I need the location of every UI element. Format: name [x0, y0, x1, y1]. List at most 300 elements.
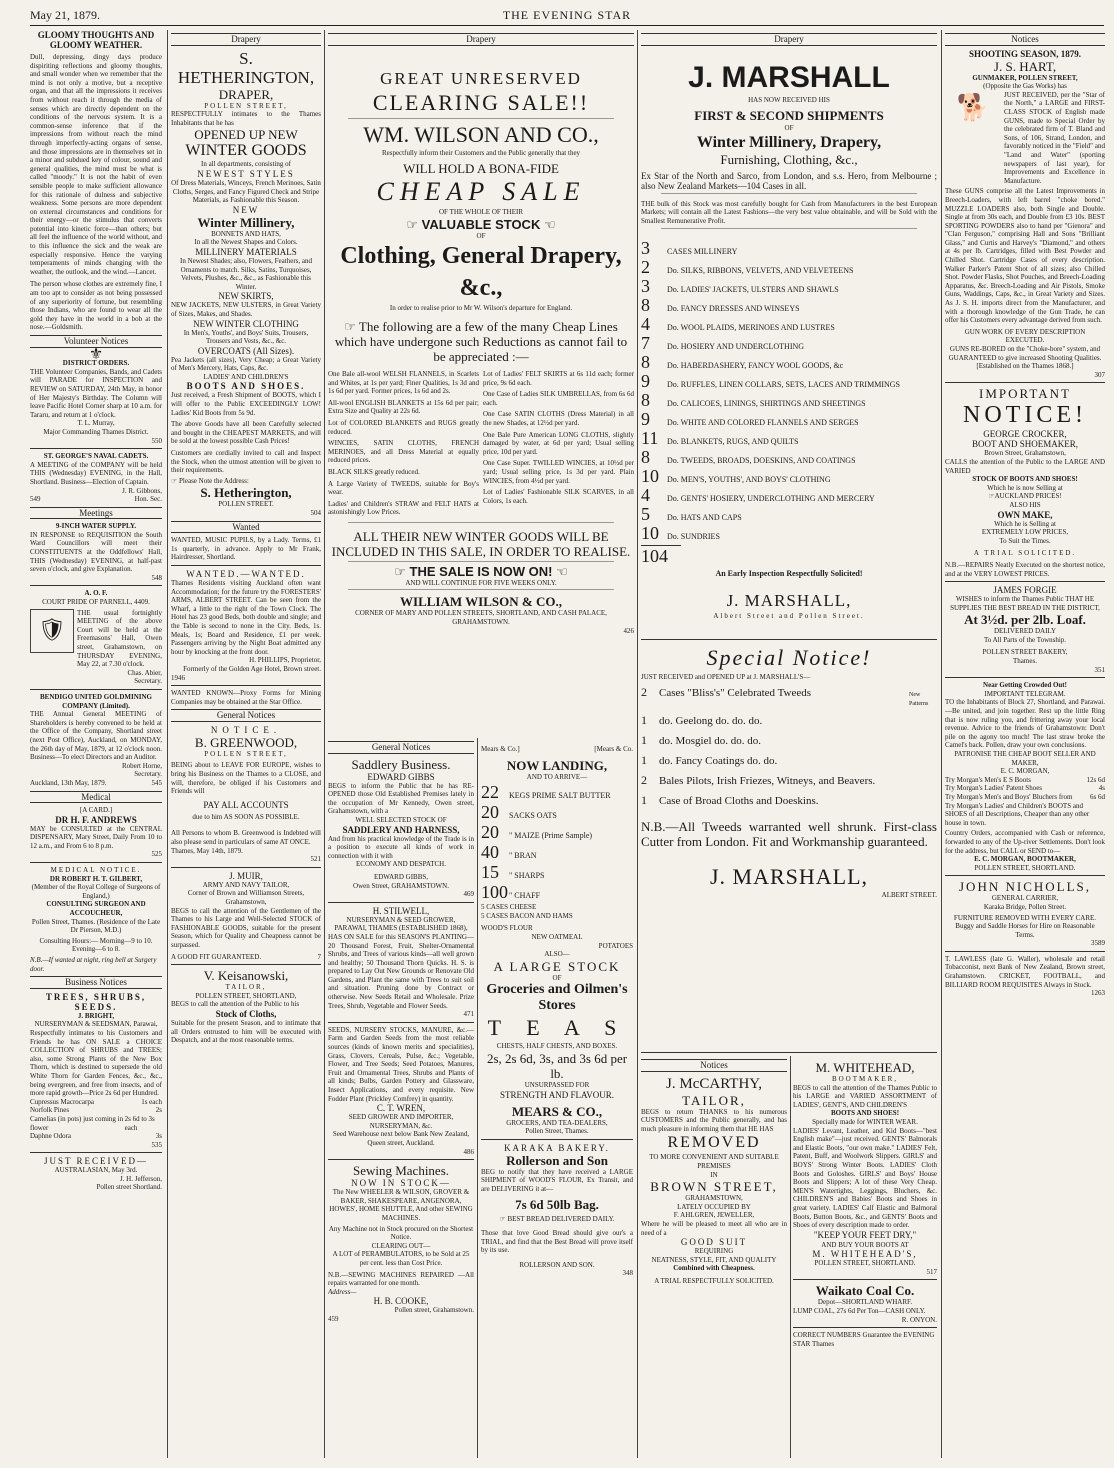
ad-body: AUSTRALASIAN, May 3rd. — [54, 1166, 138, 1175]
ad-title: NOTICE. — [210, 724, 282, 735]
ad-signature: Secretary. — [134, 677, 162, 686]
ad-heading: OPENED UP NEW — [194, 127, 298, 143]
case-qty: 8 — [641, 351, 650, 372]
ad-name: J. BRIGHT, — [77, 1011, 115, 1020]
special-qty: 2 — [641, 772, 647, 787]
reduction-line: Lot of Ladies' Fashionable SILK SCARVES, in all Colors, 1s each. — [483, 488, 634, 505]
ad-name: J. MARSHALL — [688, 60, 890, 94]
essay-paragraph: Dull, depressing, dingy days produce dispiriting reflections and gloomy thoughts, and small wonder when we remember that the mind is not only a motive, but a receptive organ, and that all the impressions it receives from without reach it through the media of senses which are directly dependent on the conditions of the nervous system. It is a common-sense inference that if the impressions from without reach the mind through imperfectly-acting organs of sense, and those impressions are in themselves set in a minor and subdued key of colour, sound and general qualities, the mind must be what is called "moody." It is not the habit of even sensible people to make sufficient allowance for this rationale of dulness and subjective weakness. Some persons are more dependent on external circumstances and conditions for their energy—or the stimulus that converts potential into kinetic force—than others; but all feel the influence of the world without, and to this influence the sick and the weak are especially responsive. Hence the varying temperaments of minds changing with the weather, the outlook, and the wind.—Lancet. — [30, 53, 162, 276]
ad-body: JUST RECEIVED, per the "Star of the North," a LARGE and FIRST-CLASS STOCK of English made GUNS, made to Special Order by the celebrated firm of T. Bland and Sons, of 106, Strand, London, and favorably noticed in the "Field" and "Land and Water" (sporting newspapers of last year), for Improvements and Excellence in Manufacture. — [1004, 90, 1105, 185]
ad-body: BEGS to call the attention of the Thames Public to his LARGE and VARIED ASSORTMENT of LADIES', GENT'S, AND CHILDREN'S — [793, 1083, 937, 1109]
landing-item: " CHAFF — [509, 891, 541, 901]
price-value: 3s — [155, 1132, 162, 1141]
ad-body: UNSURPASSED FOR — [524, 1080, 590, 1089]
ad-address: Thames. — [1013, 657, 1037, 666]
ad-body: Customers are cordially invited to call and Inspect the Stock, when the utmost attention will be given to their requirements. — [171, 449, 321, 475]
ad-body: TO the Inhabitants of Block 27, Shortland, and Parawai.—Be united, and join together. Rest up the little Ring that is now ruling you, and frittering away your local revenue. Advice to the friends of Grahamstown: Don't pile on the agony too much! The last straw broke the Camel's back. Pollen, draw your own conclusions. — [945, 698, 1105, 750]
price-value: 6s 6d — [1090, 792, 1105, 801]
ad-role: SEED GROWER AND IMPORTER, NURSERYMAN, &c. — [348, 1113, 454, 1130]
ad-name: E. C. MORGAN, — [1000, 767, 1050, 776]
column-divider — [790, 1056, 791, 1458]
case-qty: 8 — [641, 294, 650, 315]
ad-heading: BOOTS AND SHOES! — [830, 1109, 900, 1118]
landing-qty: 20 — [481, 822, 499, 843]
section-header: Drapery — [641, 33, 937, 46]
ad-number: 548 — [151, 573, 162, 582]
ad-note: Address— — [328, 1287, 357, 1296]
ad-number: 486 — [463, 1147, 474, 1156]
foresters-emblem-icon: 🛡 — [30, 609, 74, 653]
ad-heading: Saddlery Business. — [351, 756, 451, 772]
ad-address: Pollen Street, Thames. (Residence of the Late Dr Pierson, M.D.) — [31, 917, 161, 935]
ad-heading: REMOVED — [667, 1134, 761, 1152]
ad-address: Owen Street, GRAHAMSTOWN. — [353, 881, 449, 890]
ad-signature: ROLLERSON AND SON. — [519, 1260, 595, 1269]
case-item: Do. LADIES' JACKETS, ULSTERS AND SHAWLS — [667, 284, 839, 294]
ad-body-text: The following are a few of the many Cheap Lines which have undergone such Reductions as cannot fail to be appreciated :— — [334, 318, 628, 364]
ad-heading: At 3½d. per 2lb. Loaf. — [964, 612, 1086, 628]
ad-name: V. Keisanowski, — [203, 968, 289, 984]
essay-paragraph: The person whose clothes are extremely fine, I am too apt to consider as not being possessed of any superiority of fortune, but resembling those Indians, who are found to wear all the gold they have in the world in a bob at the nose.—Goldsmith. — [30, 280, 162, 332]
special-item: Cases "Bliss's" Celebrated Tweeds — [659, 687, 812, 700]
ad-name: J. MUIR, — [229, 870, 263, 881]
ad-body: IN — [710, 1170, 718, 1179]
case-row — [641, 505, 937, 524]
special-item: Case of Broad Cloths and Doeskins. — [659, 794, 819, 807]
ad-heading: Near Getting Crowded Out! — [983, 681, 1067, 690]
case-qty: 8 — [641, 389, 650, 410]
case-item: Do. TWEEDS, BROADS, DOESKINS, AND COATINGS — [667, 455, 856, 465]
column-5-whitehead — [793, 1060, 937, 1460]
ad-number: 517 — [926, 1267, 937, 1276]
ad-title: DR H. F. ANDREWS — [55, 814, 137, 825]
divider — [171, 565, 321, 566]
price-row — [945, 793, 1105, 802]
ad-body: OF THE WHOLE OF THEIR — [439, 208, 523, 217]
ad-heading: 7s 6d 50lb Bag. — [515, 1196, 599, 1212]
case-row — [641, 315, 937, 334]
pointing-hand-icon: ☜ — [543, 216, 556, 232]
ad-body: Which he is now Selling at — [987, 483, 1063, 492]
ad-signature: H. B. COOKE, — [373, 1296, 429, 1307]
special-item: do. Mosgiel do. do. do. — [659, 734, 762, 747]
ad-body: N.B.—REPAIRS Neatly Executed on the shortest notice, and at the VERY LOWEST PRICES. — [945, 560, 1105, 578]
ad-body: WISHES to inform the Thames Public THAT HE SUPPLIES THE BEST BREAD IN THE DISTRICT, — [950, 595, 1100, 612]
ad-heading: Combined with Cheapness. — [673, 1264, 755, 1273]
ad-body: N.B.—All Tweeds warranted well shrunk. First-class Cutter from London. Fit and Workmanship guaranteed. — [641, 818, 937, 849]
ad-signature: J. MARSHALL, — [709, 863, 869, 889]
masthead-date: May 21, 1879. — [30, 8, 100, 22]
ad-body: All Persons to whom B. Greenwood is Indebted will also please send in particulars of same AT ONCE. — [171, 829, 321, 847]
ad-number: 348 — [622, 1269, 633, 1278]
case-qty: 10 — [641, 522, 659, 543]
divider — [945, 677, 1105, 678]
case-item: Do. WHITE AND COLORED FLANNELS AND SERGES — [667, 417, 859, 427]
price-row — [945, 802, 1105, 828]
landing-item: " SHARPS — [509, 871, 545, 881]
ad-role: GUNMAKER, POLLEN STREET, — [972, 73, 1078, 82]
ad-title: 9-INCH WATER SUPPLY. — [55, 522, 137, 531]
case-item: Do. SILKS, RIBBONS, VELVETS, AND VELVETEENS — [667, 265, 854, 275]
ad-heading: IMPORTANT — [978, 386, 1071, 402]
ad-address: POLLEN STREET. — [218, 500, 274, 509]
ad-role: ARMY AND NAVY TAILOR, — [202, 880, 290, 889]
divider — [348, 589, 614, 590]
ad-signature: Formerly of the Golden Age Hotel, Brown street. — [183, 664, 321, 673]
ad-address: Corner of Brown and Williamson Streets, Grahamstown, — [187, 889, 305, 906]
ad-body: ALL THEIR NEW WINTER GOODS WILL BE INCLUDED IN THIS SALE, IN ORDER TO REALISE. — [331, 528, 631, 559]
section-header: Notices — [945, 33, 1105, 46]
ad-body: THE Annual General MEETING of Shareholders is hereby convened to be held at the Office of the Company, Shortland street (next Post Office), Auckland, on MONDAY, the 26th day of May, 1879, at 12 o'clock noon. Business—To elect Directors and an Auditor. — [30, 710, 162, 762]
ad-address: Albert Street and Pollen Street. — [713, 612, 865, 621]
divider — [171, 867, 321, 868]
ad-role: NURSERYMAN & SEED GROWER, — [346, 915, 456, 924]
column-divider — [941, 30, 942, 1458]
ad-heading: Special Notice! — [706, 644, 872, 670]
ad-body: NEW JACKETS, NEW ULSTERS, in Great Variety of Sizes, Makes, and Shades. — [171, 301, 321, 318]
ad-heading-text: VALUABLE STOCK — [421, 216, 541, 232]
ad-body: T. LAWLESS (late G. Waller), wholesale and retail Tobacconist, next Bank of New Zealand, Brown street, Grahamstown. CRICKET, FOOTBALL, and BILLIARD ROOM REQUISITES Always in Stock. — [945, 954, 1105, 989]
landing-row — [481, 823, 633, 841]
ad-heading: KARAKA BAKERY. — [504, 1142, 610, 1153]
ad-body: REQUIRING — [694, 1247, 734, 1256]
ad-number: 545 — [151, 778, 162, 787]
ad-name: J. McCARTHY, — [666, 1075, 762, 1092]
column-3-wilson-ad — [328, 30, 634, 760]
divider — [30, 1152, 162, 1153]
ad-date: Auckland, 13th May, 1879. — [30, 778, 107, 787]
column-divider — [477, 738, 478, 1458]
ad-heading: SADDLERY AND HARNESS, — [342, 824, 460, 835]
ad-body: Pea Jackets (all sizes), Very Cheap; a Great Variety of Men's Mercery, Hats, Caps, &c. — [171, 355, 321, 373]
ad-body: OF — [552, 973, 562, 982]
ad-body: N.B.—SEWING MACHINES REPAIRED —All repairs warranted for one month. — [328, 1270, 474, 1288]
ad-body: Respectfully intimates to his Customers and Friends he has ON SALE a CHOICE COLLECTION of SHRUBS and TREES; also, some Strong Plants of the New Box Thorn, which is destined to supersede the old White Thorn for Garden Fences, &c., &c., being evergreen, and free from insects, and of more rapid growth—Price 2s 6d per Hundred. — [30, 1028, 162, 1098]
ad-address: Pollen Street, Thames. — [525, 1127, 589, 1136]
ad-heading: IMPORTANT TELEGRAM. — [984, 689, 1066, 698]
ad-heading: Clothing, General Drapery, &c., — [340, 243, 622, 302]
ad-name: M. WHITEHEAD, — [815, 1060, 915, 1075]
ad-body: BEGS to call the attention of the Gentlemen of the Thames to his Large and Well-Selected STOCK of FASHIONABLE GOODS, suitable for the present Season, which for Quality and Cheapness cannot be surpassed. — [171, 906, 321, 949]
ad-heading: Winter Millinery, — [197, 214, 295, 230]
price-row — [30, 1115, 162, 1132]
ad-address: ALBERT STREET. — [881, 890, 937, 899]
ad-heading: A TRIAL SOLICITED. — [973, 549, 1077, 558]
ad-signature: Robert Horne, — [121, 761, 162, 770]
divider — [30, 862, 162, 863]
ad-signature: Secretary. — [134, 770, 162, 779]
ad-heading: "KEEP YOUR FEET DRY," — [813, 1229, 917, 1240]
ad-body: In Men's, Youths', and Boys' Suits, Trousers, Trousers and Vests, &c., &c. — [183, 328, 309, 346]
ad-number: 426 — [623, 626, 634, 635]
price-item: Daphne Odora — [30, 1132, 72, 1141]
case-qty: 4 — [641, 313, 650, 334]
ad-signature: J. MARSHALL, — [726, 591, 852, 611]
ad-body: Which he is Selling at — [994, 519, 1056, 528]
crest-icon: ⚜ — [88, 345, 104, 363]
ad-address: POLLEN STREET, SHORTLAND. — [814, 1259, 916, 1268]
ad-body: LADIES' Levant, Leather, and Kid Boots—"best English make"—just received. GENTS' Balmorals and Elastic Boots, "our own make." LADIES' Felt, Patent, Buff, and Woolwork Slippers. GIRLS' and BOYS' Strong Winter Boots. LADIES' Cloth Boots and Goloshes. GIRLS' and Boys' House Boots and Slippers; A lot of these Very Cheap. MEN'S Watertights, Leggings, Bluchers, &c. CHILDREN'S and Babies' Boots and Shoes in great variety. LADIES' Calf Elastic and Balmoral Boots, Button Boots, &c., and GENTS' Boots and Shoes of every description made to order. — [793, 1126, 937, 1230]
ad-role: BOOT AND SHOEMAKER, — [971, 439, 1079, 450]
landing-qty: 20 — [481, 802, 499, 823]
ad-body: SEEDS, NURSERY STOCKS, MANURE, &c.—Farm and Garden Seeds from the most reliable sources (kinds of known merits and specialities), Grass, Clovers, Cereals, Pulse, &c.; Vegetable, Flower, and Tree Seeds; Seed Potatoes, Manures, Fruit and Ornamental Trees, Shrubs and Plants of all kinds; Bulbs, Garden Pottery and Glassware, Insect Applications, and every requisite. New Fodder Plant (Prickley Comfrey) in quantity. — [328, 1025, 474, 1103]
reduction-line: One Case SATIN CLOTHS (Dress Material) in all the new Shades, at 12½d per yard. — [483, 410, 634, 427]
ad-heading: CHEAP SALE — [376, 177, 586, 207]
ad-address: CORNER OF MARY AND POLLEN STREETS, SHORTLAND, AND CASH PALACE, GRAHAMSTOWN. — [355, 609, 607, 627]
price-item: Camelias (in pots) just coming in flower — [30, 1114, 124, 1132]
ad-body: WANTED, MUSIC PUPILS, by a Lady. Terms, £1 1s quarterly, in advance. Apply to Mr Frank, Hairdresser, Shortland. — [171, 536, 321, 562]
reduction-line: A Large Variety of TWEEDS, suitable for Boy's wear. — [328, 479, 479, 497]
cases-total: 104 — [641, 545, 668, 566]
ad-body: CORRECT NUMBERS Guarantee the EVENING STAR Thames — [793, 1331, 935, 1348]
landing-row — [481, 863, 633, 881]
ad-address: POLLEN STREET, — [204, 749, 288, 758]
ad-signature: M. WHITEHEAD'S, — [812, 1249, 918, 1260]
divider — [661, 193, 917, 194]
column-divider — [637, 30, 638, 1458]
section-header: Business Notices — [30, 976, 162, 989]
ad-body: Any Machine not in Stock procured on the Shortest Notice. — [328, 1224, 474, 1242]
ad-body — [328, 319, 634, 364]
ad-role: TAILOR, — [682, 1092, 746, 1108]
ad-body: Specially made for WINTER WEAR. — [812, 1117, 918, 1126]
case-row — [641, 524, 937, 543]
pointing-hand-icon: ☞ — [988, 492, 995, 501]
ad-heading: MILLINERY MATERIALS — [195, 246, 297, 257]
reduction-line: One Case of Ladies SILK UMBRELLAS, from 6s 6d each. — [483, 390, 634, 407]
ad-body: A MEETING of the COMPANY will be held THIS (Wednesday) EVENING, in the Hall, Shortland. Business—Election of Captain. — [30, 460, 162, 486]
ad-number: 550 — [151, 436, 162, 445]
column-1 — [30, 30, 162, 1460]
ad-body: LUMP COAL, 27s 6d Per Ton—CASH ONLY. — [793, 1307, 926, 1316]
ad-body: BEGS to inform the Public that he has RE-OPENED those Old Established Premises lately in the occupation of Mr Kennedy, Owen street, Grahamstown, with a — [328, 781, 474, 816]
ad-address: POLLEN STREET, SHORTLAND. — [974, 863, 1076, 872]
pointing-hand-icon: ☞ — [344, 318, 356, 334]
ad-body: THE Volunteer Companies, Bands, and Cadets will PARADE for INSPECTION and REVIEW on SATURDAY, 24th May, in honor of Her Majesty's Birthday. The Column will leave Pacific Hotel Corner sharp at 10 a.m. for Tararu, and return at 1 o'clock. — [30, 367, 162, 419]
ad-number: 1263 — [1091, 989, 1105, 998]
divider — [30, 585, 162, 586]
price-row — [30, 1098, 162, 1107]
ad-number: 521 — [310, 855, 321, 864]
ad-body: OF — [784, 124, 794, 133]
case-item: CASES MILLINERY — [667, 246, 738, 256]
case-item: Do. SUNDRIES — [667, 531, 720, 541]
special-qty: 1 — [641, 732, 647, 747]
ad-heading: NEW — [232, 204, 260, 215]
ad-body: And from his practical knowledge of the Trade is in a position to execute all kinds of work in connection with it with — [328, 834, 474, 860]
ad-heading: Sewing Machines. — [352, 1163, 450, 1179]
ad-signature: MEARS & CO., — [511, 1103, 603, 1119]
ad-name: C. T. WREN, — [376, 1103, 426, 1114]
special-note: New Patterns — [909, 692, 929, 707]
ad-heading: NOW LANDING, — [506, 757, 608, 773]
ad-hours: Consulting Hours:— Morning—9 to 10. Evening—6 to 8. — [39, 936, 153, 954]
ad-tag: Mears & Co.] — [481, 745, 520, 753]
ad-body: 5 CASES BACON AND HAMS — [481, 911, 573, 920]
case-row — [641, 239, 937, 258]
landing-row — [481, 843, 633, 861]
section-header: Volunteer Notices — [30, 335, 162, 348]
landing-row — [481, 883, 633, 901]
ad-heading: Winter Millinery, Drapery, — [696, 133, 882, 151]
reduction-line: WINCIES, SATIN CLOTHS, FRENCH MERINOES, and all Dress Material at equally reduced prices. — [328, 439, 479, 465]
reduction-line: One Bale all-wool WELSH FLANNELS, in Scarlets and Whites, at 1s per yard; Finer Qualities, 1s 3d and 1s 6d per yard. Former prices, 1s 6d and 2s. — [328, 369, 479, 396]
divider — [30, 448, 162, 449]
case-qty: 4 — [641, 484, 650, 505]
reduction-list — [328, 370, 479, 520]
ad-body — [481, 1215, 633, 1224]
ad-body-text: BEST BREAD DELIVERED DAILY. — [507, 1214, 615, 1223]
section-header: Wanted — [171, 521, 321, 534]
ad-body: WELL SELECTED STOCK OF — [355, 815, 447, 824]
landing-item: " MAIZE (Prime Sample) — [509, 831, 593, 841]
ad-body: TO MORE CONVENIENT AND SUITABLE PREMISES — [649, 1153, 779, 1170]
ad-heading: T E A S — [487, 1015, 627, 1041]
ad-body: LATELY OCCUPIED BY — [677, 1202, 751, 1211]
ad-body: Of Dress Materials, Winceys, French Merinoes, Satin Cloths, Serges, and Fancy Figured Check and Stripe Materials, as Fashionable this Season. — [171, 178, 321, 205]
ad-name: JAMES FORGIE — [993, 585, 1057, 596]
ad-heading: A GOOD FIT GUARANTEED. — [171, 952, 262, 961]
ad-heading: FURNITURE REMOVED WITH EVERY CARE. — [953, 913, 1097, 922]
ad-signature: Hon. Sec. — [134, 495, 162, 504]
ad-role: BOOTMAKER, — [831, 1075, 899, 1083]
column-5-mccarthy — [641, 1056, 787, 1456]
ad-body: BEG to notify that they have received a LARGE SHIPMENT of WOOD'S FLOUR, Ex Transit, and are DELIVERING it at— — [481, 1167, 633, 1193]
ad-body: AND BUY YOUR BOOTS AT — [821, 1240, 909, 1249]
reduction-lines — [328, 370, 634, 520]
case-row — [641, 277, 937, 296]
ad-heading: FIRST & SECOND SHIPMENTS — [694, 108, 884, 124]
divider — [945, 581, 1105, 582]
case-qty: 10 — [641, 465, 659, 486]
ad-body: These GUNS comprise all the Latest Improvements in Breech-Loaders, with left barrel "choke bored." MUZZLE LOADERS also, both Single and Double. Single at from 30s each, and Double from £3 10s. BEST SPORTING POWDERS also to hand per "Gienora" and "Clan Ferguson," comprising Hall and Sons "Brilliant Glass," and Curtis and Harvey's "Diamond," and others at 4s per lb. Cartridges, filled with Best Powder and Chilled Shot. Cartridge Cases of every description. Walker Parker's Patent Shot of all sizes; also Chilled Shot. Powder Flasks, Shot Pouches, and Breech-Loading Apparatus, &c. Breech-Loading and Air Pistols, Smoke Guns, Waddings, Caps, &c., in Great Variety and Sizes. As J. S. H. imports direct from the Manufacturer, and with a thorough knowledge of the Gun Trade, he can offer his Customers every advantage derived from such. — [945, 187, 1105, 325]
ad-heading: Stock of Cloths, — [215, 1008, 277, 1019]
price-list — [30, 1098, 162, 1141]
ad-note: N.B.—If wanted at night, ring bell at Surgery door. — [30, 956, 157, 973]
ad-signature: POLLEN STREET BAKERY, — [982, 648, 1068, 657]
masthead-rule — [30, 25, 1104, 26]
ad-heading: PAY ALL ACCOUNTS — [203, 799, 289, 810]
case-qty: 9 — [641, 408, 650, 429]
case-qty: 8 — [641, 446, 650, 467]
divider — [171, 685, 321, 686]
ad-body: Respectfully inform their Customers and the Public generally that they — [381, 148, 581, 157]
price-item: Norfolk Pines — [30, 1106, 70, 1115]
column-2 — [171, 30, 321, 1460]
divider — [348, 522, 614, 523]
case-qty: 3 — [641, 275, 650, 296]
case-item: Do. BLANKETS, RUGS, AND QUILTS — [667, 436, 799, 446]
section-header: General Notices — [328, 741, 474, 754]
divider — [481, 1139, 633, 1140]
section-header: Drapery — [328, 33, 634, 46]
case-item: Do. RUFFLES, LINEN COLLARS, SETS, LACES AND TRIMMINGS — [667, 379, 900, 389]
ad-heading: Groceries and Oilmen's Stores — [486, 982, 628, 1014]
ad-heading-text: THE SALE IS NOW ON! — [409, 563, 553, 579]
ad-number: 471 — [463, 1010, 474, 1019]
ad-body: NEW OATMEAL — [531, 932, 583, 941]
landing-item: SACKS OATS — [509, 811, 557, 821]
ad-name: S. HETHERINGTON, — [177, 48, 315, 87]
hunting-dog-icon: 🐕 — [956, 92, 990, 122]
ad-title: BENDIGO UNITED GOLDMINING COMPANY (Limited). — [39, 692, 152, 710]
ad-heading — [328, 564, 634, 579]
ad-address: POLLEN STREET, SHORTLAND, — [195, 991, 297, 1000]
ad-address: Pollen street, Grahamstown. — [394, 1306, 474, 1315]
ad-signature: EDWARD GIBBS, — [373, 872, 429, 881]
price-item: Try Morgan's Men's E S Boots — [945, 775, 1031, 784]
divider — [641, 639, 937, 640]
case-row — [641, 410, 937, 429]
landing-qty: 22 — [481, 782, 499, 803]
ad-body: THE bulk of this Stock was most carefully bought for Cash from Manufacturers in the best European Markets; will contain all the Latest Fashions—the very best value obtainable, and will be Sold with the Smallest Remunerative Profit. — [641, 199, 937, 225]
divider — [945, 875, 1105, 876]
ad-signature: J. R. Gibbons, — [122, 486, 162, 495]
special-qty: 1 — [641, 752, 647, 767]
ad-body: The New WHEELER & WILSON, GROVER & BAKER, SHAKESPEARE, ANGENORA, HOWES', HOME SHUTTLE, And other SEWING MACHINES. — [329, 1188, 473, 1222]
case-item: Do. MEN'S, YOUTHS', AND BOYS' CLOTHING — [667, 474, 831, 484]
masthead-title: THE EVENING STAR — [502, 8, 632, 22]
ad-body: Country Orders, accompanied with Cash or reference, forwarded to any of the Up-river Settlements. Don't look for the address, but CALL or SEND to— — [945, 829, 1105, 855]
section-header: Medical — [30, 791, 162, 804]
reduction-line: BLACK SILKS greatly reduced. — [328, 467, 420, 476]
ad-number: 535 — [151, 1140, 162, 1149]
ad-body: Just received, a Fresh Shipment of BOOTS, which I will offer to the Public EXCEEDINGLY LOW! Ladies' Kid Boots from 5s 9d. — [171, 391, 321, 417]
ad-heading: WILL HOLD A BONA-FIDE — [403, 161, 559, 177]
ad-role: TAILOR, — [225, 983, 267, 992]
price-item: Try Morgan's Men's and Boys' Bluchers from — [945, 792, 1073, 801]
ad-title: TREES, SHRUBS, SEEDS. — [45, 991, 147, 1012]
divider — [945, 951, 1105, 952]
section-header: Notices — [641, 1059, 787, 1072]
ad-body: BEING about to LEAVE FOR EUROPE, wishes to bring his Business on the Thames to a CLOSE, and will, therefore, be obliged if his Customers and Friends will — [171, 761, 321, 796]
case-row — [641, 467, 937, 486]
ad-heading — [328, 217, 634, 232]
ad-body: WANTED KNOWN—Proxy Forms for Mining Companies may be obtained at the Star Office. — [171, 689, 321, 706]
landing-qty: 100 — [481, 882, 508, 903]
ad-heading: SHOOTING SEASON, 1879. — [968, 48, 1082, 59]
ad-heading: DELIVERED DAILY — [993, 627, 1057, 636]
case-row — [641, 334, 937, 353]
ad-heading: STRENGTH AND FLAVOUR. — [499, 1089, 615, 1100]
price-value: 12s 6d — [1086, 775, 1105, 784]
ad-body: Thames Residents visiting Auckland often want Accommodation; for the future try the FORESTERS' ARMS, ALBERT STREET. Can be seen from the Wharf, a little to the right of the Town Clock. The Hotel has 23 good Beds, both double and single; and the Table is second to none in the City. Beds, 1s. Meals, 1s; Board and Residence, £1 per week. Passengers arriving by the Night Boat admitted any hour by knocking at the front door. — [171, 578, 321, 656]
landing-qty: 15 — [481, 862, 499, 883]
ad-body: To Suit the Times. — [999, 536, 1051, 545]
ad-title: WANTED.—WANTED. — [186, 568, 306, 579]
ad-subtitle: COURT PRIDE OF PARNELL, 4409. — [42, 598, 150, 607]
ad-body: AND TO ARRIVE— — [526, 772, 588, 781]
masthead — [30, 8, 1104, 24]
price-row — [945, 776, 1105, 785]
ad-body: CHESTS, HALF CHESTS, AND BOXES. — [496, 1042, 618, 1051]
divider — [348, 118, 614, 119]
ad-body: 5 CASES CHEESE — [481, 903, 537, 912]
ad-signature: WILLIAM WILSON & CO., — [400, 594, 562, 610]
case-item: Do. WOOL PLAIDS, MERINOES AND LUSTRES — [667, 322, 835, 332]
special-item: do. Fancy Coatings do. do. — [659, 754, 778, 767]
ad-body: Depot—SHORTLAND WHARF. — [817, 1298, 913, 1307]
ad-body: F. AHLGREN, JEWELLER, — [673, 1211, 755, 1220]
ad-signature: Pollen street Shortland. — [96, 1183, 162, 1192]
reduction-list — [483, 370, 634, 520]
column-divider — [167, 30, 168, 1458]
case-row — [641, 486, 937, 505]
case-item: Do. GENTS' HOSIERY, UNDERCLOTHING AND MERCERY — [667, 493, 875, 503]
essay-title: GLOOMY THOUGHTS AND GLOOMY WEATHER. — [37, 30, 155, 50]
ad-tag: [Mears & Co. — [594, 745, 633, 753]
ad-title: JUST RECEIVED— — [43, 1156, 149, 1167]
